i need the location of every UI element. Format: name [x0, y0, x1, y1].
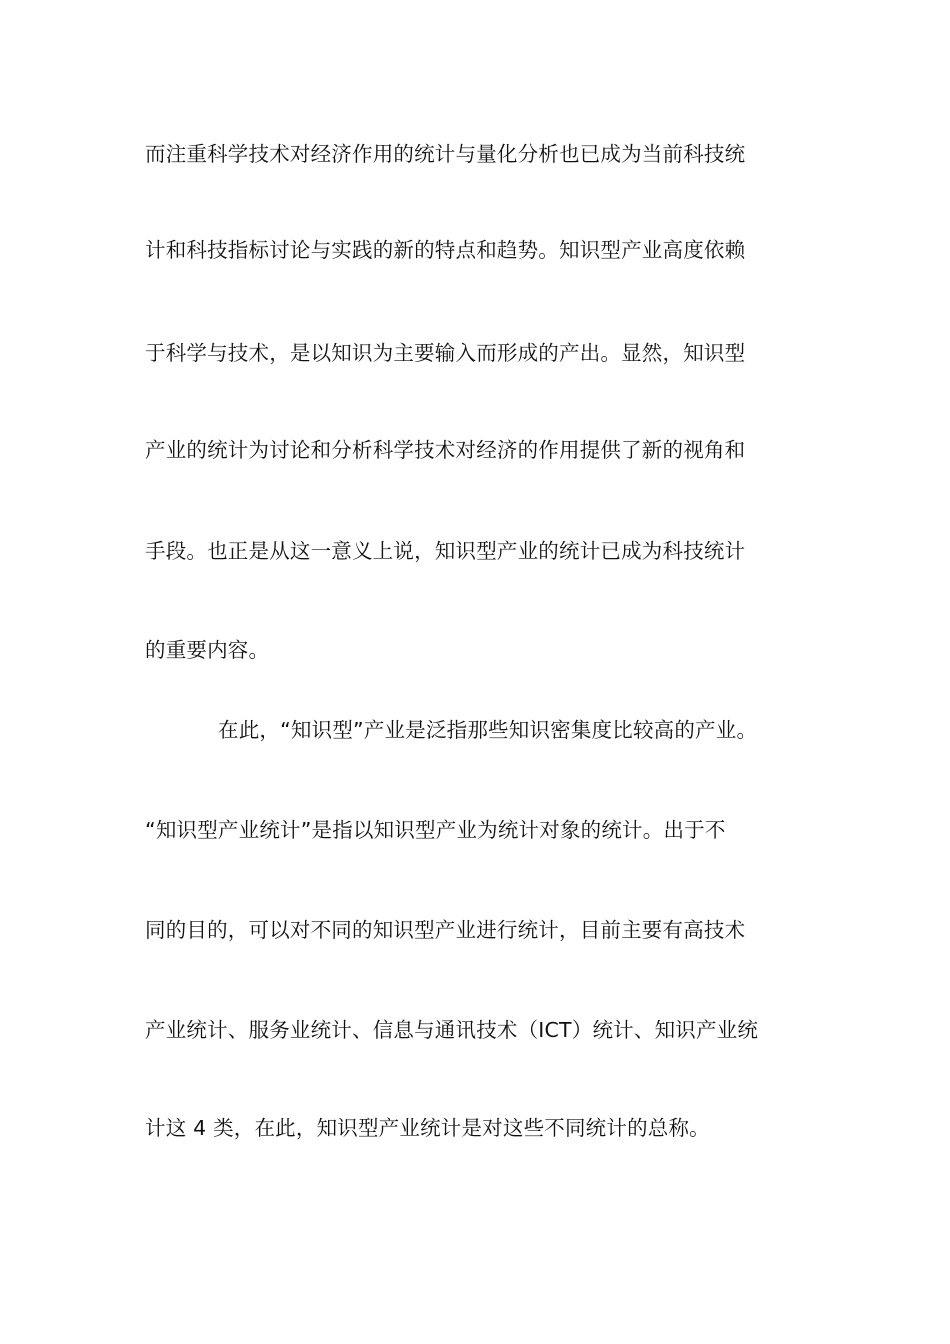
paragraph-line-5: 手段。也正是从这一意义上说，知识型产业的统计已成为科技统计 [145, 539, 746, 563]
paragraph-line-10: 产业统计、服务业统计、信息与通讯技术（ICT）统计、知识产业统 [145, 1018, 759, 1042]
paragraph-line-7: 在此，“知识型”产业是泛指那些知识密集度比较高的产业。 [218, 718, 758, 742]
paragraph-line-1: 而注重科学技术对经济作用的统计与量化分析也已成为当前科技统 [145, 142, 746, 166]
paragraph-line-2: 计和科技指标讨论与实践的新的特点和趋势。知识型产业高度依赖 [145, 238, 746, 262]
paragraph-line-9: 同的目的，可以对不同的知识型产业进行统计，目前主要有高技术 [145, 918, 746, 942]
paragraph-line-8: “知识型产业统计”是指以知识型产业为统计对象的统计。出于不 [145, 818, 726, 842]
paragraph-line-6: 的重要内容。 [145, 638, 270, 662]
paragraph-line-3: 于科学与技术，是以知识为主要输入而形成的产出。显然，知识型 [145, 341, 746, 365]
paragraph-line-4: 产业的统计为讨论和分析科学技术对经济的作用提供了新的视角和 [145, 438, 746, 462]
paragraph-line-11: 计这 4 类，在此，知识型产业统计是对这些不同统计的总称。 [145, 1116, 710, 1140]
